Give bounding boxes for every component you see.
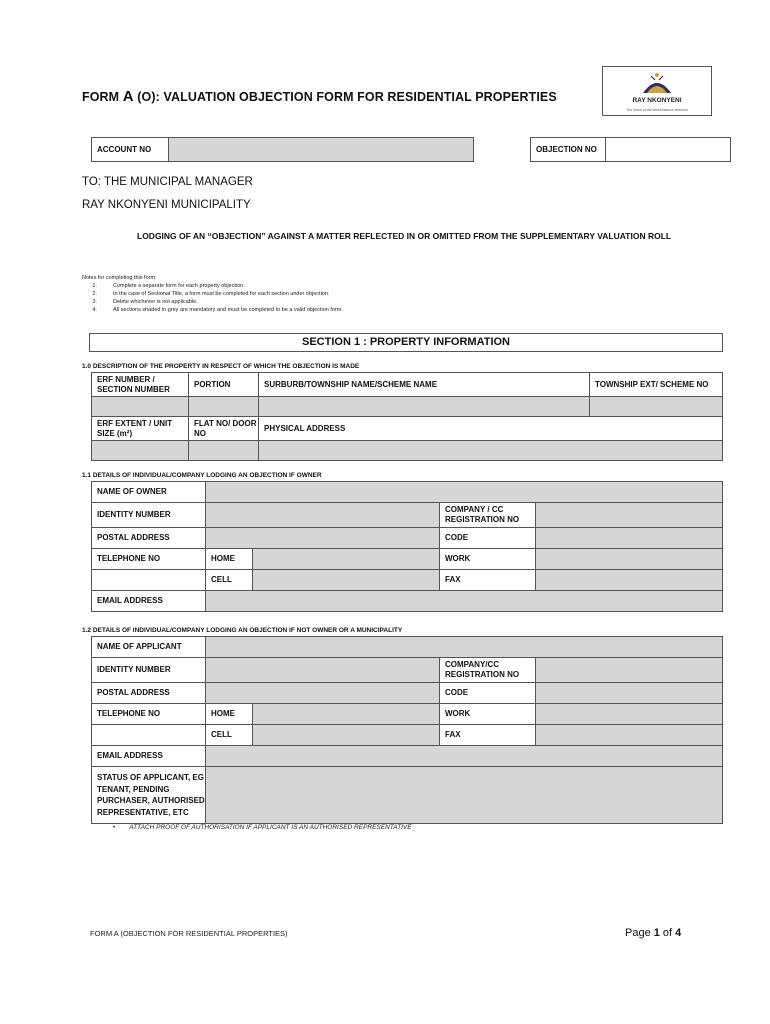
objection-input[interactable]	[606, 138, 731, 162]
notes-heading: Notes for completing this form:	[82, 275, 157, 281]
owner-telephone-label: TELEPHONE NO	[92, 549, 206, 570]
owner-identity-input[interactable]	[206, 503, 440, 528]
property-description-heading: 1.0 DESCRIPTION OF THE PROPERTY IN RESPECT OF WHICH THE OBJECTION IS MADE	[82, 363, 360, 370]
note-num: 1.	[92, 283, 97, 289]
owner-email-input[interactable]	[206, 591, 723, 612]
owner-blank-cell	[92, 570, 206, 591]
account-table	[91, 137, 474, 162]
title-rest: (O): VALUATION OBJECTION FORM FOR RESIDENTIAL PROPERTIES	[133, 90, 557, 104]
logo-tagline: The home of the world-famous beaches	[626, 108, 688, 112]
note-num: 4.	[92, 307, 97, 313]
applicant-postal-label: POSTAL ADDRESS	[92, 683, 206, 704]
title-prefix: FORM	[82, 90, 123, 104]
applicant-work-label: WORK	[440, 704, 536, 725]
owner-fax-label: FAX	[440, 570, 536, 591]
applicant-home-input[interactable]	[253, 704, 440, 725]
page-number	[625, 927, 681, 939]
addressee-line-1: TO: THE MUNICIPAL MANAGER	[82, 176, 253, 188]
form-title	[82, 88, 557, 105]
bullet-icon: •	[113, 824, 116, 831]
owner-email-label: EMAIL ADDRESS	[92, 591, 206, 612]
note-item	[82, 282, 343, 290]
applicant-name-input[interactable]	[206, 637, 723, 658]
applicant-telephone-label: TELEPHONE NO	[92, 704, 206, 725]
owner-cell-input[interactable]	[253, 570, 440, 591]
applicant-email-input[interactable]	[206, 746, 723, 767]
note-item	[82, 290, 343, 298]
portion-label: PORTION	[189, 373, 259, 397]
applicant-identity-label: IDENTITY NUMBER	[92, 658, 206, 683]
account-input[interactable]	[169, 138, 474, 162]
owner-home-input[interactable]	[253, 549, 440, 570]
erf-extent-input[interactable]	[92, 441, 189, 461]
note-text: In the case of Sectional Title, a form must be completed for each section under objection.	[113, 291, 330, 297]
section-1-title: SECTION 1 : PROPERTY INFORMATION	[89, 333, 723, 352]
title-letter: A	[122, 88, 134, 105]
owner-table	[91, 481, 723, 612]
owner-identity-label: IDENTITY NUMBER	[92, 503, 206, 528]
portion-input[interactable]	[189, 397, 259, 417]
page-current: 1	[653, 927, 660, 939]
municipality-logo	[602, 66, 712, 116]
objection-table	[530, 137, 731, 162]
owner-work-label: WORK	[440, 549, 536, 570]
erf-number-label: ERF NUMBER / SECTION NUMBER	[92, 373, 189, 397]
flat-no-label: FLAT NO/ DOOR NO	[189, 417, 259, 441]
note-text: Delete whichever is not applicable.	[113, 299, 198, 305]
page-total: 4	[675, 927, 682, 939]
owner-work-input[interactable]	[536, 549, 723, 570]
owner-code-label: CODE	[440, 528, 536, 549]
township-ext-label: TOWNSHIP EXT/ SCHEME NO	[590, 373, 723, 397]
physical-address-label: PHYSICAL ADDRESS	[259, 417, 723, 441]
note-item	[82, 306, 343, 314]
owner-company-label: COMPANY / CC REGISTRATION NO	[440, 503, 536, 528]
applicant-company-input[interactable]	[536, 658, 723, 683]
applicant-code-label: CODE	[440, 683, 536, 704]
applicant-cell-label: CELL	[206, 725, 253, 746]
notes	[82, 274, 343, 314]
objection-label: OBJECTION NO	[531, 138, 606, 162]
erf-extent-label: ERF EXTENT / UNIT SIZE (m²)	[92, 417, 189, 441]
suburb-input[interactable]	[259, 397, 590, 417]
owner-home-label: HOME	[206, 549, 253, 570]
note-num: 3.	[92, 299, 97, 305]
township-ext-input[interactable]	[590, 397, 723, 417]
owner-heading: 1.1 DETAILS OF INDIVIDUAL/COMPANY LODGING AN OBJECTION IF OWNER	[82, 472, 322, 479]
applicant-cell-input[interactable]	[253, 725, 440, 746]
note-item	[82, 298, 343, 306]
applicant-postal-input[interactable]	[206, 683, 440, 704]
owner-postal-input[interactable]	[206, 528, 440, 549]
attach-note	[113, 824, 412, 831]
footer-form-name: FORM A (OBJECTION FOR RESIDENTIAL PROPERTIES)	[90, 929, 288, 938]
owner-cell-label: CELL	[206, 570, 253, 591]
applicant-fax-label: FAX	[440, 725, 536, 746]
owner-name-input[interactable]	[206, 482, 723, 503]
applicant-company-label: COMPANY/CC REGISTRATION NO	[440, 658, 536, 683]
applicant-blank-cell	[92, 725, 206, 746]
applicant-code-input[interactable]	[536, 683, 723, 704]
applicant-fax-input[interactable]	[536, 725, 723, 746]
physical-address-input[interactable]	[259, 441, 723, 461]
note-text: All sections shaded in grey are mandatory and must be completed to be a valid objection form.	[113, 307, 343, 313]
suburb-label: SURBURB/TOWNSHIP NAME/SCHEME NAME	[259, 373, 590, 397]
account-label: ACCOUNT NO	[92, 138, 169, 162]
owner-fax-input[interactable]	[536, 570, 723, 591]
attach-note-text: ATTACH PROOF OF AUTHORISATION IF APPLICANT IS AN AUTHORISED REPRESENTATIVE	[129, 824, 412, 831]
note-text: Complete a separate form for each property objection.	[113, 283, 245, 289]
logo-text: RAY NKONYENI	[632, 97, 682, 104]
applicant-status-label: STATUS OF APPLICANT, EG TENANT, PENDING PURCHASER, AUTHORISED REPRESENTATIVE, ETC	[92, 767, 206, 824]
erf-number-input[interactable]	[92, 397, 189, 417]
page-word: Page	[625, 927, 654, 939]
applicant-identity-input[interactable]	[206, 658, 440, 683]
applicant-email-label: EMAIL ADDRESS	[92, 746, 206, 767]
flat-no-input[interactable]	[189, 441, 259, 461]
owner-company-input[interactable]	[536, 503, 723, 528]
page-of: of	[659, 927, 676, 939]
applicant-status-input[interactable]	[206, 767, 723, 824]
applicant-name-label: NAME OF APPLICANT	[92, 637, 206, 658]
applicant-work-input[interactable]	[536, 704, 723, 725]
applicant-home-label: HOME	[206, 704, 253, 725]
owner-code-input[interactable]	[536, 528, 723, 549]
note-num: 2.	[92, 291, 97, 297]
applicant-table	[91, 636, 723, 824]
owner-name-label: NAME OF OWNER	[92, 482, 206, 503]
applicant-heading: 1.2 DETAILS OF INDIVIDUAL/COMPANY LODGING AN OBJECTION IF NOT OWNER OR A MUNICIPALITY	[82, 627, 403, 634]
property-table	[91, 372, 723, 461]
lodging-heading: LODGING OF AN “OBJECTION” AGAINST A MATTER REFLECTED IN OR OMITTED FROM THE SUPPLEMENTARY VALUATION ROLL	[137, 231, 672, 241]
addressee-line-2: RAY NKONYENI MUNICIPALITY	[82, 199, 251, 211]
owner-postal-label: POSTAL ADDRESS	[92, 528, 206, 549]
